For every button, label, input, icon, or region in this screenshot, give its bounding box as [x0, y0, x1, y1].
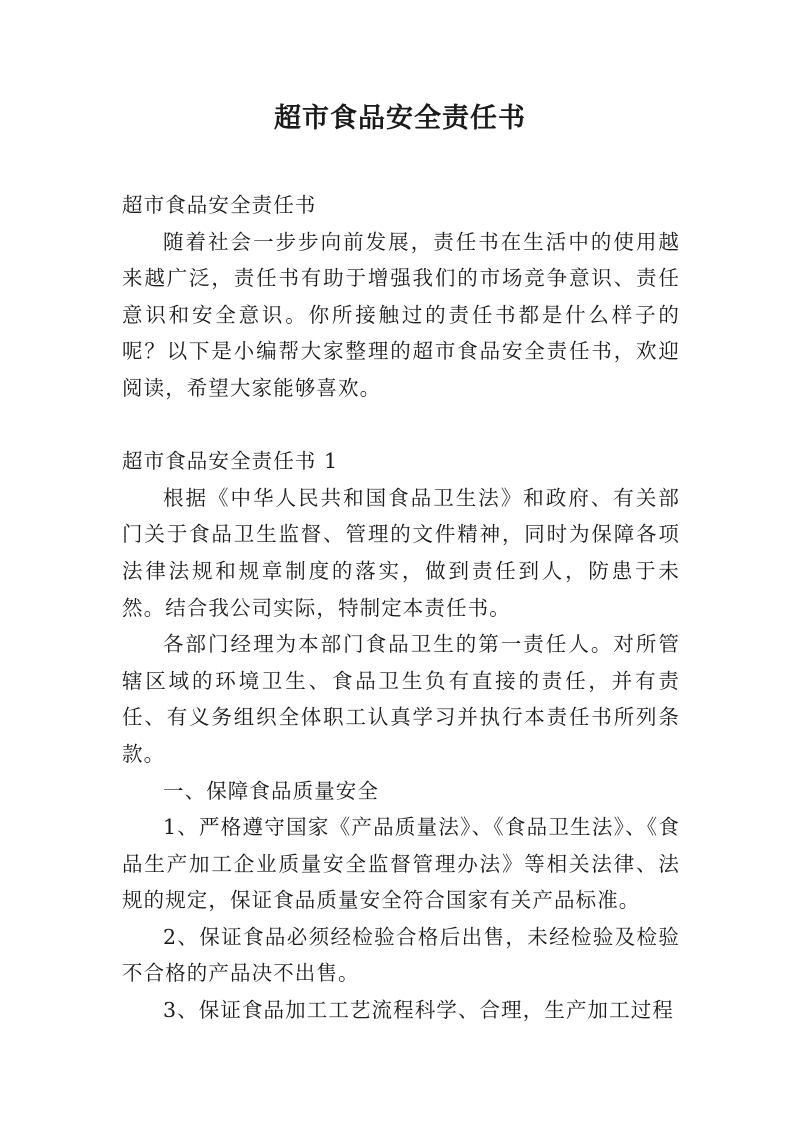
intro-heading: 超市食品安全责任书 — [122, 193, 317, 217]
paragraph-responsibility: 各部门经理为本部门食品卫生的第一责任人。对所管辖区域的环境卫生、食品卫生负有直接的责任，并有责任、有义务组织全体职工认真学习并执行本责任书所列条款。 — [122, 632, 680, 766]
paragraph-legal-basis: 根据《中华人民共和国食品卫生法》和政府、有关部门关于食品卫生监督、管理的文件精神，同时为保障各项法律法规和规章制度的落实，做到责任到人，防患于未然。结合我公司实际，特制定本责任书。 — [122, 485, 680, 620]
section-spacer — [122, 407, 680, 444]
clause-1: 1、严格遵守国家《产品质量法》、《食品卫生法》、《食品生产加工企业质量安全监督管理办法》等相关法律、法规的规定，保证食品质量安全符合国家有关产品标准。 — [122, 815, 680, 913]
document-title: 超市食品安全责任书 — [274, 103, 526, 134]
subheading-quality-safety: 一、保障食品质量安全 — [163, 778, 379, 803]
clause-2: 2、保证食品必须经检验合格后出售，未经检验及检验不合格的产品决不出售。 — [122, 924, 680, 986]
section-heading: 超市食品安全责任书 1 — [122, 449, 339, 474]
document-body — [122, 187, 680, 1029]
clause-3: 3、保证食品加工工艺流程科学、合理，生产加工过程 — [163, 998, 674, 1023]
intro-paragraph: 随着社会一步步向前发展，责任书在生活中的使用越来越广泛，责任书有助于增强我们的市场竞争意识、责任意识和安全意识。你所接触过的责任书都是什么样子的呢？以下是小编帮大家整理的超市食品安全责任书，欢迎阅读，希望大家能够喜欢。 — [122, 229, 680, 400]
